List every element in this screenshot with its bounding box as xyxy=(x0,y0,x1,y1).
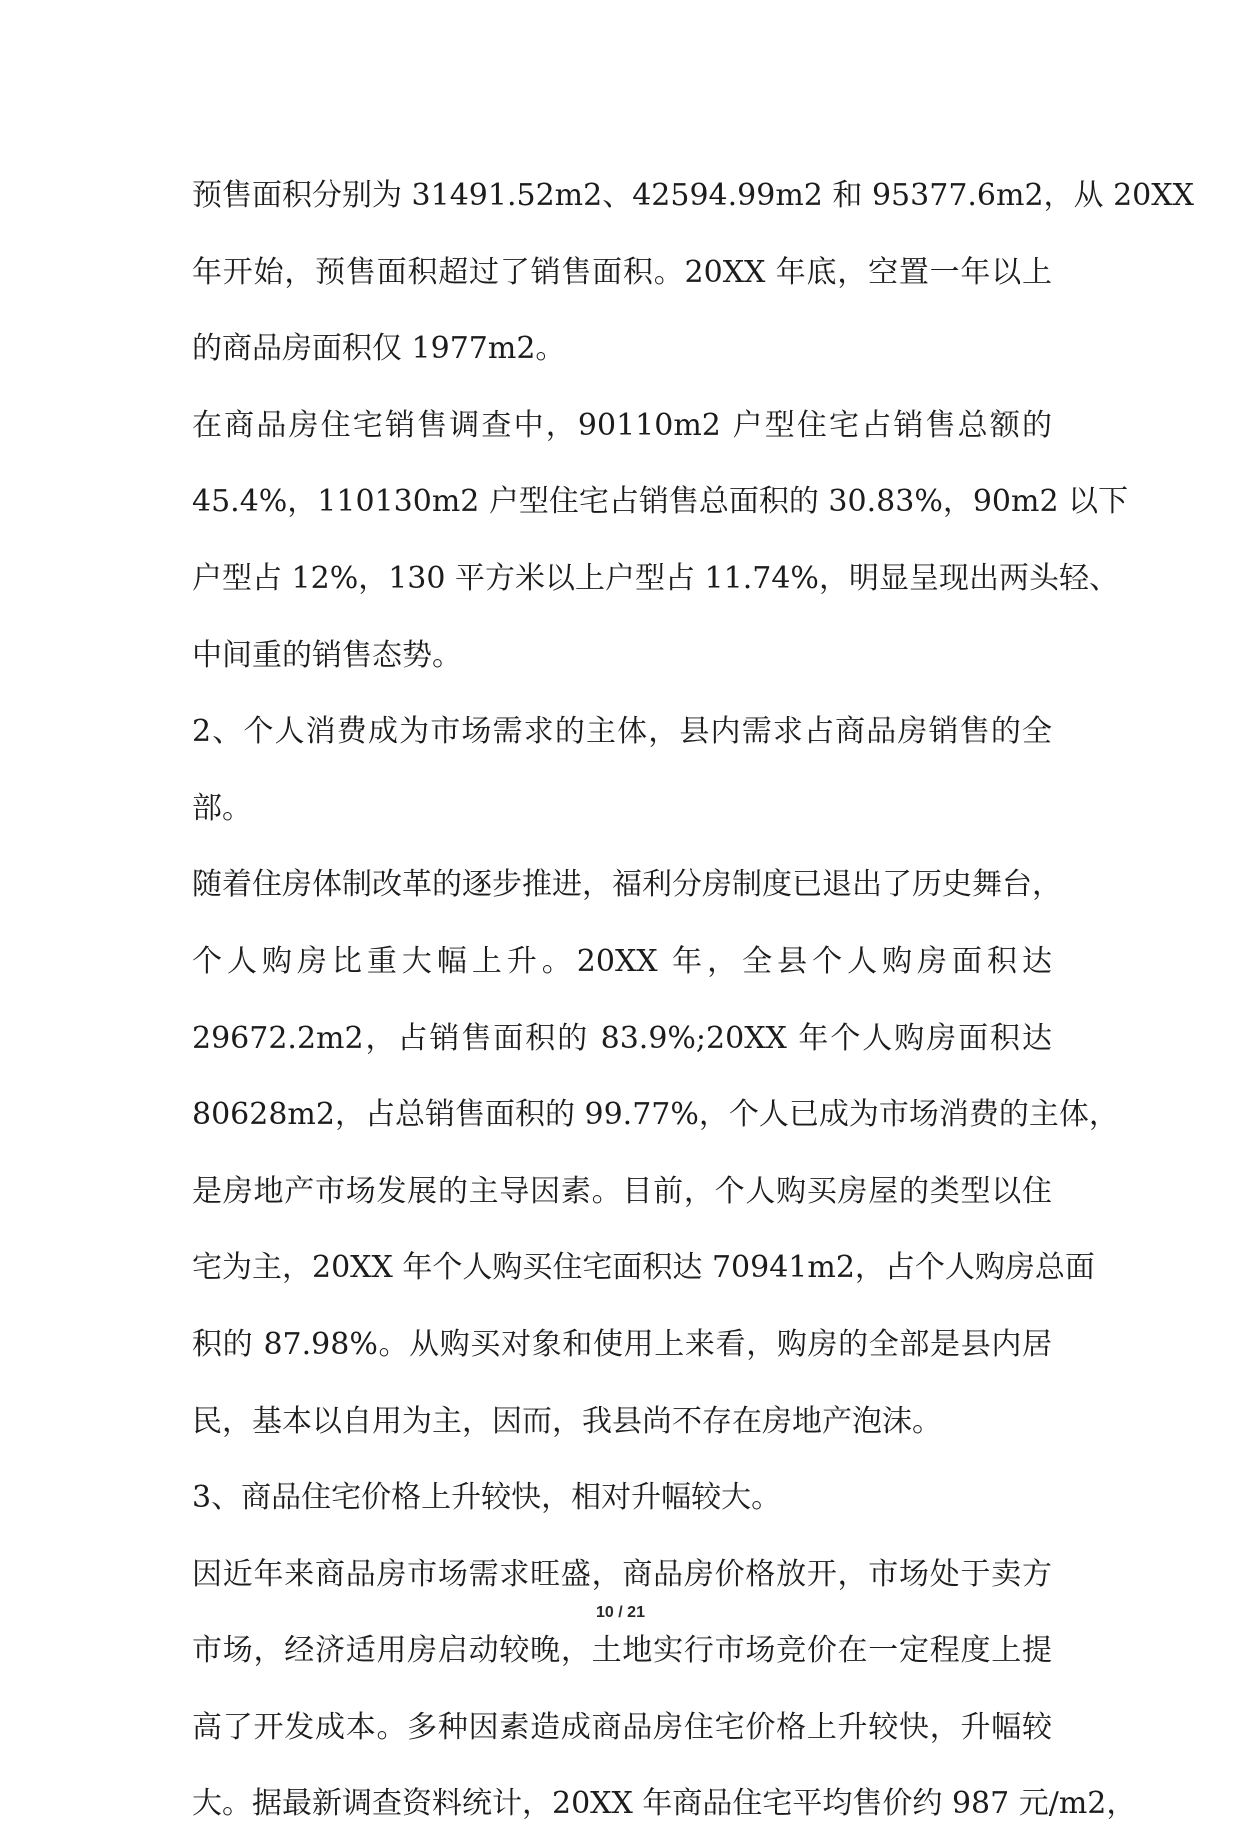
section-heading: 3、商品住宅价格上升较快，相对升幅较大。 xyxy=(192,1480,782,1516)
text-line: 户型占 12%，130 平方米以上户型占 11.74%，明显呈现出两头轻、 xyxy=(192,560,1119,596)
text-line: 宅为主，20XX 年个人购买住宅面积达 70941m2，占个人购房总面 xyxy=(192,1250,1095,1286)
text-line: 民，基本以自用为主，因而，我县尚不存在房地产泡沫。 xyxy=(192,1403,942,1439)
text-line: 45.4%，110130m2 户型住宅占销售总面积的 30.83%，90m2 以下 xyxy=(192,484,1129,520)
text-line: 在商品房住宅销售调查中，90110m2 户型住宅占销售总额的 xyxy=(192,407,1052,443)
text-line: 积的 87.98%。从购买对象和使用上来看，购房的全部是县内居 xyxy=(192,1326,1052,1362)
text-line: 的商品房面积仅 1977m2。 xyxy=(192,331,566,367)
text-line: 个人购房比重大幅上升。20XX 年，全县个人购房面积达 xyxy=(192,943,1052,979)
text-line: 29672.2m2，占销售面积的 83.9%;20XX 年个人购房面积达 xyxy=(192,1020,1052,1056)
text-line: 80628m2，占总销售面积的 99.77%，个人已成为市场消费的主体， xyxy=(192,1097,1119,1133)
section-heading: 2、个人消费成为市场需求的主体，县内需求占商品房销售的全 xyxy=(192,714,1052,750)
text-line: 高了开发成本。多种因素造成商品房住宅价格上升较快，升幅较 xyxy=(192,1709,1052,1745)
section-heading: 部。 xyxy=(192,790,252,826)
document-body xyxy=(192,158,1194,1843)
text-line: 是房地产市场发展的主导因素。目前，个人购买房屋的类型以住 xyxy=(192,1173,1052,1209)
text-line: 市场，经济适用房启动较晚，土地实行市场竞价在一定程度上提 xyxy=(192,1633,1052,1669)
text-line: 随着住房体制改革的逐步推进，福利分房制度已退出了历史舞台， xyxy=(192,867,1062,903)
text-line: 年开始，预售面积超过了销售面积。20XX 年底，空置一年以上 xyxy=(192,254,1052,290)
page-number: 10 / 21 xyxy=(596,1604,645,1621)
text-line: 因近年来商品房市场需求旺盛，商品房价格放开，市场处于卖方 xyxy=(192,1556,1052,1592)
text-line: 中间重的销售态势。 xyxy=(192,637,462,673)
text-line: 预售面积分别为 31491.52m2、42594.99m2 和 95377.6m2，从 20XX xyxy=(192,178,1194,213)
text-line: 大。据最新调查资料统计，20XX 年商品住宅平均售价约 987 元/m2， xyxy=(192,1786,1137,1822)
